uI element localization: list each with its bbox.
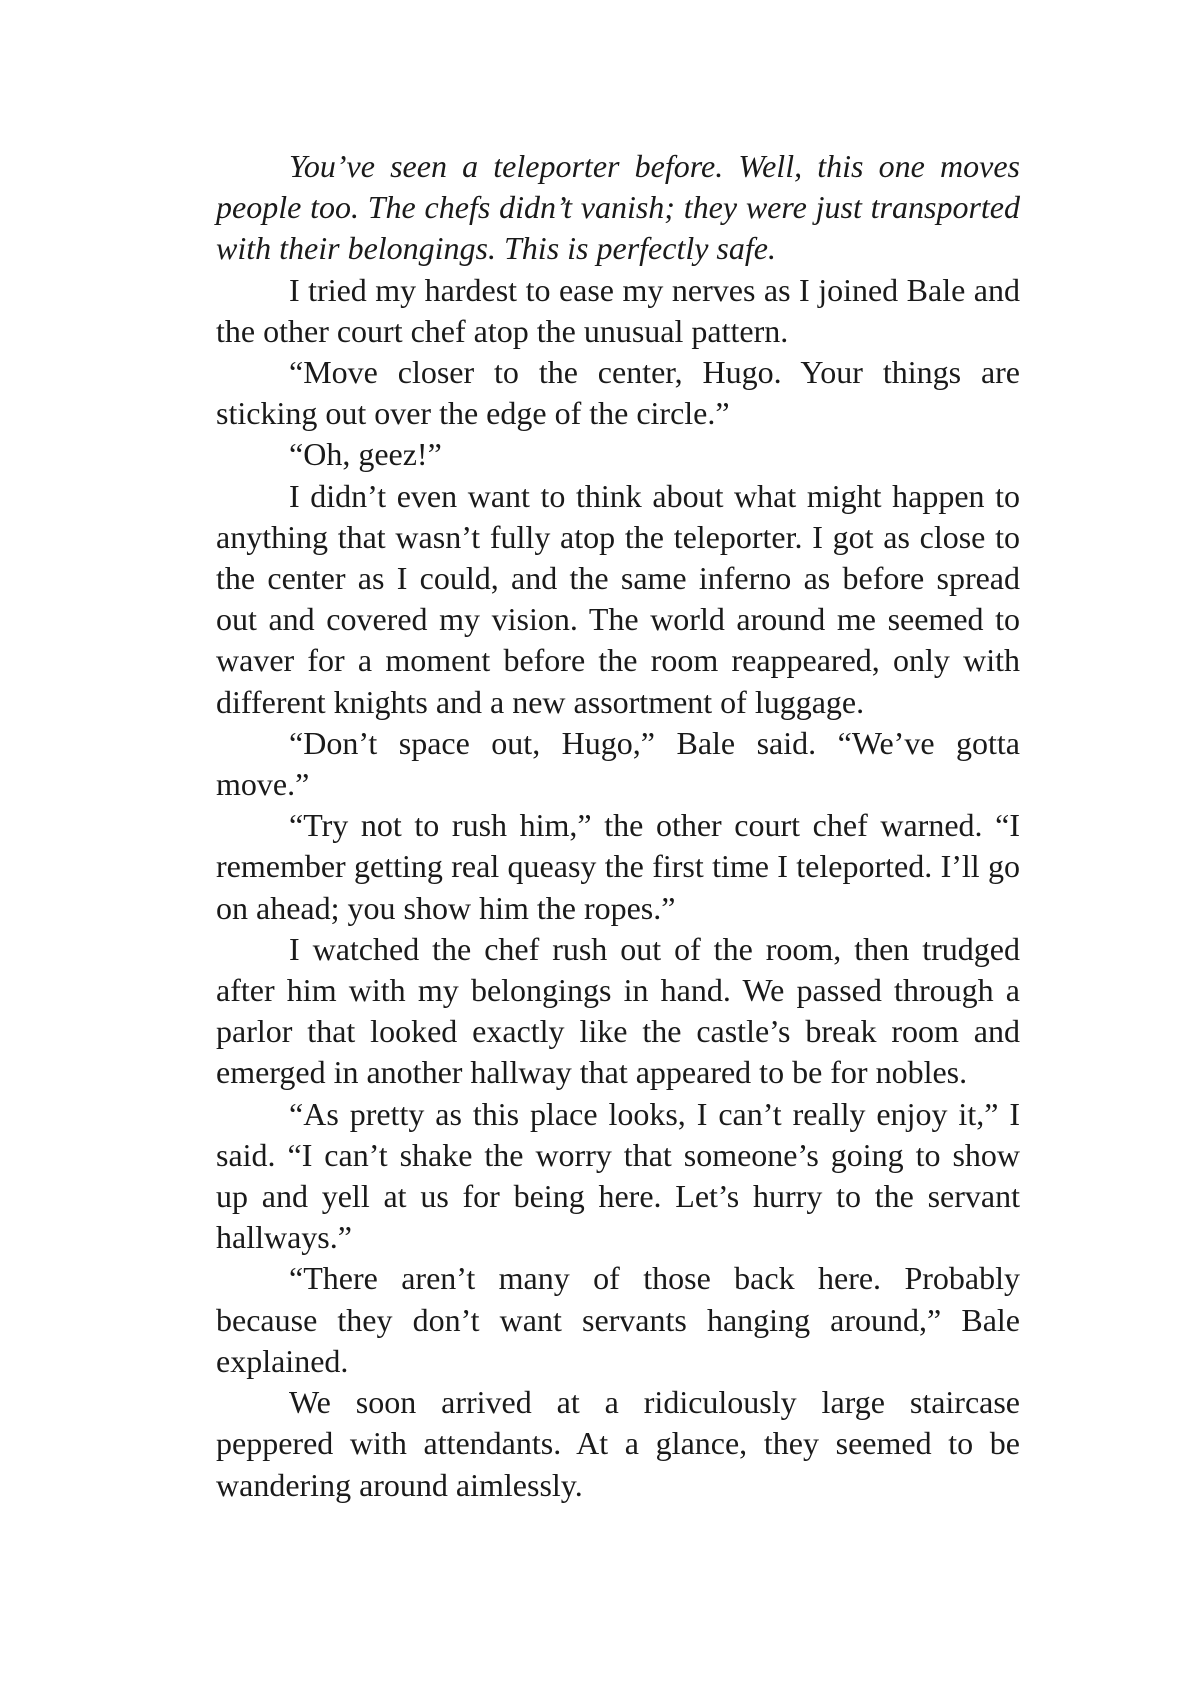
- paragraph-italic-thought: You’ve seen a teleporter before. Well, this one moves people too. The chefs didn’t vanish; they were just transported with their belongings. This is perfectly safe.: [216, 148, 1020, 267]
- paragraph: “Oh, geez!”: [289, 436, 442, 473]
- paragraph: We soon arrived at a ridiculously large staircase peppered with attendants. At a glance, they seemed to be wandering around aimlessly.: [216, 1384, 1020, 1503]
- paragraph: “There aren’t many of those back here. Probably because they don’t want servants hanging around,” Bale explained.: [216, 1260, 1020, 1379]
- paragraph: I tried my hardest to ease my nerves as I joined Bale and the other court chef atop the unusual pattern.: [216, 271, 1020, 349]
- paragraph: I didn’t even want to think about what might happen to anything that wasn’t fully atop the teleporter. I got as close to the center as I could, and the same inferno as before spread out and covered my vision. The world around me seemed to waver for a moment before the room reappeared, only with different knights and a new assortment of luggage.: [216, 477, 1020, 720]
- body-text: [216, 146, 1020, 1506]
- paragraph: I watched the chef rush out of the room, then trudged after him with my belongings in hand. We passed through a parlor that looked exactly like the castle’s break room and emerged in another hallway that appeared to be for nobles.: [216, 930, 1020, 1091]
- paragraph: “As pretty as this place looks, I can’t really enjoy it,” I said. “I can’t shake the worry that someone’s going to show up and yell at us for being here. Let’s hurry to the servant hallways.”: [216, 1095, 1020, 1256]
- paragraph: “Don’t space out, Hugo,” Bale said. “We’ve gotta move.”: [216, 724, 1020, 803]
- paragraph: “Try not to rush him,” the other court chef warned. “I remember getting real queasy the first time I teleported. I’ll go on ahead; you show him the ropes.”: [216, 807, 1020, 926]
- paragraph: “Move closer to the center, Hugo. Your things are sticking out over the edge of the circle.”: [216, 354, 1020, 432]
